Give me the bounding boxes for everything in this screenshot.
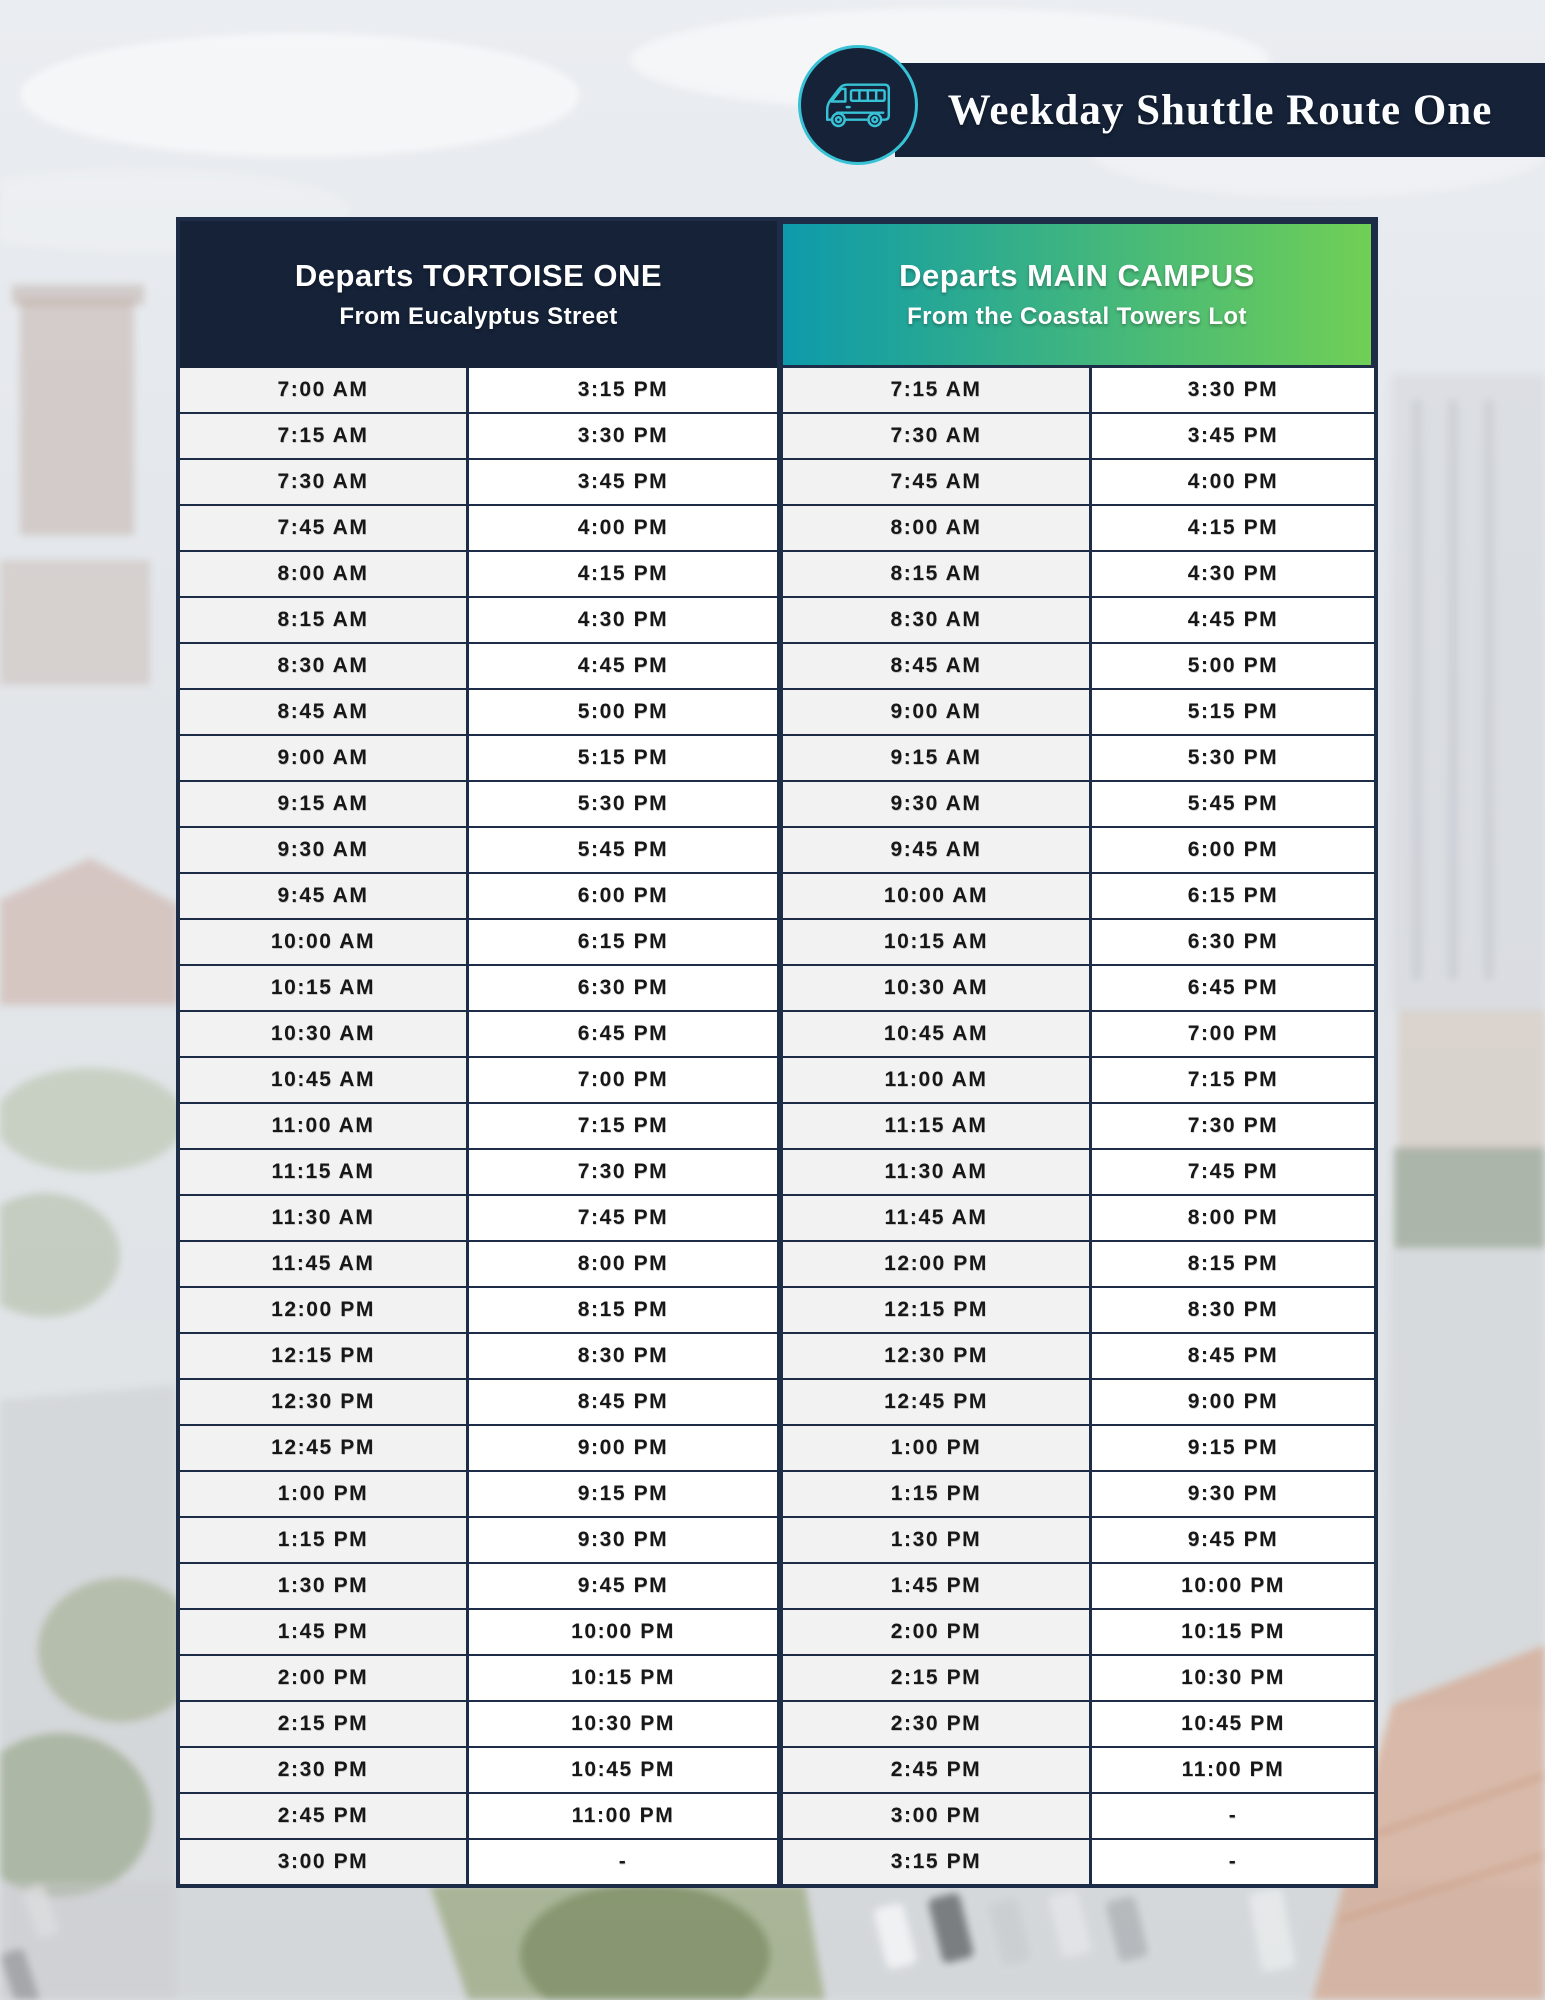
time-cell: 2:15 PM bbox=[777, 1656, 1089, 1700]
table-row bbox=[180, 1700, 1374, 1746]
time-cell: 3:45 PM bbox=[1089, 414, 1374, 458]
time-cell: 5:15 PM bbox=[1089, 690, 1374, 734]
table-row bbox=[180, 596, 1374, 642]
table-row bbox=[180, 688, 1374, 734]
time-cell: 7:15 AM bbox=[180, 414, 466, 458]
timetable-body bbox=[180, 368, 1374, 1884]
time-cell: 5:45 PM bbox=[1089, 782, 1374, 826]
time-cell: 6:45 PM bbox=[1089, 966, 1374, 1010]
time-cell: 9:45 PM bbox=[1089, 1518, 1374, 1562]
time-cell: 9:30 PM bbox=[1089, 1472, 1374, 1516]
time-cell: - bbox=[1089, 1794, 1374, 1838]
time-cell: 7:45 AM bbox=[180, 506, 466, 550]
time-cell: 4:00 PM bbox=[1089, 460, 1374, 504]
main-campus-header bbox=[777, 221, 1374, 368]
table-row bbox=[180, 872, 1374, 918]
time-cell: 8:00 PM bbox=[466, 1242, 777, 1286]
time-cell: 7:45 PM bbox=[1089, 1150, 1374, 1194]
time-cell: 1:45 PM bbox=[777, 1564, 1089, 1608]
time-cell: 9:45 AM bbox=[777, 828, 1089, 872]
time-cell: 5:00 PM bbox=[1089, 644, 1374, 688]
table-row bbox=[180, 1654, 1374, 1700]
time-cell: - bbox=[1089, 1840, 1374, 1884]
time-cell: 11:30 AM bbox=[777, 1150, 1089, 1194]
time-cell: 7:30 AM bbox=[180, 460, 466, 504]
time-cell: 8:30 PM bbox=[466, 1334, 777, 1378]
time-cell: 12:00 PM bbox=[777, 1242, 1089, 1286]
time-cell: 1:15 PM bbox=[180, 1518, 466, 1562]
time-cell: 10:45 PM bbox=[1089, 1702, 1374, 1746]
time-cell: 9:00 AM bbox=[180, 736, 466, 780]
time-cell: 11:45 AM bbox=[777, 1196, 1089, 1240]
time-cell: 10:00 PM bbox=[466, 1610, 777, 1654]
time-cell: 7:45 PM bbox=[466, 1196, 777, 1240]
table-row bbox=[180, 1332, 1374, 1378]
table-row bbox=[180, 1378, 1374, 1424]
time-cell: 12:45 PM bbox=[777, 1380, 1089, 1424]
table-row bbox=[180, 1194, 1374, 1240]
table-row bbox=[180, 1470, 1374, 1516]
time-cell: 5:30 PM bbox=[1089, 736, 1374, 780]
time-cell: 2:45 PM bbox=[180, 1794, 466, 1838]
time-cell: 6:15 PM bbox=[1089, 874, 1374, 918]
time-cell: 9:15 AM bbox=[777, 736, 1089, 780]
time-cell: 4:45 PM bbox=[1089, 598, 1374, 642]
tortoise-one-subtitle: From Eucalyptus Street bbox=[339, 303, 618, 330]
timetable-header-row bbox=[180, 221, 1374, 368]
time-cell: 3:30 PM bbox=[466, 414, 777, 458]
tortoise-one-title: Departs TORTOISE ONE bbox=[294, 258, 663, 293]
table-row bbox=[180, 412, 1374, 458]
time-cell: 10:30 PM bbox=[1089, 1656, 1374, 1700]
time-cell: 10:00 AM bbox=[180, 920, 466, 964]
time-cell: 8:00 AM bbox=[180, 552, 466, 596]
time-cell: 11:15 AM bbox=[777, 1104, 1089, 1148]
table-row bbox=[180, 1838, 1374, 1884]
time-cell: 7:15 PM bbox=[466, 1104, 777, 1148]
time-cell: 4:15 PM bbox=[1089, 506, 1374, 550]
time-cell: 12:15 PM bbox=[180, 1334, 466, 1378]
time-cell: 2:15 PM bbox=[180, 1702, 466, 1746]
time-cell: 7:30 AM bbox=[777, 414, 1089, 458]
time-cell: 10:30 AM bbox=[180, 1012, 466, 1056]
table-row bbox=[180, 1424, 1374, 1470]
table-row bbox=[180, 1562, 1374, 1608]
time-cell: 10:30 PM bbox=[466, 1702, 777, 1746]
time-cell: 10:15 AM bbox=[777, 920, 1089, 964]
time-cell: 8:15 PM bbox=[1089, 1242, 1374, 1286]
time-cell: 8:30 AM bbox=[777, 598, 1089, 642]
table-row bbox=[180, 1516, 1374, 1562]
time-cell: 3:45 PM bbox=[466, 460, 777, 504]
time-cell: 7:00 AM bbox=[180, 368, 466, 412]
time-cell: 12:15 PM bbox=[777, 1288, 1089, 1332]
time-cell: 5:45 PM bbox=[466, 828, 777, 872]
time-cell: 3:00 PM bbox=[777, 1794, 1089, 1838]
table-row bbox=[180, 918, 1374, 964]
table-row bbox=[180, 550, 1374, 596]
table-row bbox=[180, 1010, 1374, 1056]
time-cell: 11:00 PM bbox=[1089, 1748, 1374, 1792]
time-cell: 10:45 AM bbox=[777, 1012, 1089, 1056]
title-banner bbox=[895, 63, 1545, 157]
shuttle-timetable bbox=[176, 217, 1378, 1888]
time-cell: 4:30 PM bbox=[466, 598, 777, 642]
time-cell: 8:45 AM bbox=[180, 690, 466, 734]
time-cell: 4:00 PM bbox=[466, 506, 777, 550]
time-cell: 7:30 PM bbox=[1089, 1104, 1374, 1148]
table-row bbox=[180, 642, 1374, 688]
time-cell: 3:15 PM bbox=[466, 368, 777, 412]
table-row bbox=[180, 1608, 1374, 1654]
time-cell: 8:00 PM bbox=[1089, 1196, 1374, 1240]
time-cell: 1:45 PM bbox=[180, 1610, 466, 1654]
time-cell: 10:15 AM bbox=[180, 966, 466, 1010]
time-cell: 12:30 PM bbox=[180, 1380, 466, 1424]
time-cell: 9:30 AM bbox=[777, 782, 1089, 826]
time-cell: 3:15 PM bbox=[777, 1840, 1089, 1884]
time-cell: 7:15 PM bbox=[1089, 1058, 1374, 1102]
time-cell: 8:45 PM bbox=[466, 1380, 777, 1424]
time-cell: 11:45 AM bbox=[180, 1242, 466, 1286]
page-title: Weekday Shuttle Route One bbox=[947, 86, 1493, 134]
time-cell: 11:00 PM bbox=[466, 1794, 777, 1838]
time-cell: 4:30 PM bbox=[1089, 552, 1374, 596]
time-cell: 5:00 PM bbox=[466, 690, 777, 734]
time-cell: 9:00 PM bbox=[466, 1426, 777, 1470]
table-row bbox=[180, 1792, 1374, 1838]
time-cell: 9:45 AM bbox=[180, 874, 466, 918]
time-cell: 2:00 PM bbox=[180, 1656, 466, 1700]
time-cell: 8:30 AM bbox=[180, 644, 466, 688]
time-cell: 7:00 PM bbox=[466, 1058, 777, 1102]
main-campus-title: Departs MAIN CAMPUS bbox=[899, 258, 1255, 293]
time-cell: 8:30 PM bbox=[1089, 1288, 1374, 1332]
time-cell: 8:45 PM bbox=[1089, 1334, 1374, 1378]
time-cell: 10:45 PM bbox=[466, 1748, 777, 1792]
time-cell: 9:45 PM bbox=[466, 1564, 777, 1608]
time-cell: 4:45 PM bbox=[466, 644, 777, 688]
time-cell: 6:45 PM bbox=[466, 1012, 777, 1056]
time-cell: 10:45 AM bbox=[180, 1058, 466, 1102]
time-cell: 6:00 PM bbox=[1089, 828, 1374, 872]
time-cell: 9:15 PM bbox=[466, 1472, 777, 1516]
table-row bbox=[180, 826, 1374, 872]
time-cell: 1:30 PM bbox=[180, 1564, 466, 1608]
time-cell: 9:30 AM bbox=[180, 828, 466, 872]
time-cell: 11:15 AM bbox=[180, 1150, 466, 1194]
time-cell: 1:30 PM bbox=[777, 1518, 1089, 1562]
time-cell: 7:00 PM bbox=[1089, 1012, 1374, 1056]
time-cell: 1:00 PM bbox=[180, 1472, 466, 1516]
time-cell: 11:00 AM bbox=[777, 1058, 1089, 1102]
time-cell: 7:15 AM bbox=[777, 368, 1089, 412]
table-row bbox=[180, 734, 1374, 780]
time-cell: 12:45 PM bbox=[180, 1426, 466, 1470]
time-cell: 8:15 PM bbox=[466, 1288, 777, 1332]
time-cell: 11:00 AM bbox=[180, 1104, 466, 1148]
table-row bbox=[180, 1148, 1374, 1194]
time-cell: 12:30 PM bbox=[777, 1334, 1089, 1378]
table-row bbox=[180, 1056, 1374, 1102]
time-cell: 10:00 PM bbox=[1089, 1564, 1374, 1608]
time-cell: 2:30 PM bbox=[180, 1748, 466, 1792]
table-row bbox=[180, 1286, 1374, 1332]
table-row bbox=[180, 1102, 1374, 1148]
time-cell: 4:15 PM bbox=[466, 552, 777, 596]
shuttle-van-icon bbox=[798, 45, 918, 165]
time-cell: 9:00 PM bbox=[1089, 1380, 1374, 1424]
time-cell: 6:30 PM bbox=[466, 966, 777, 1010]
time-cell: 2:00 PM bbox=[777, 1610, 1089, 1654]
time-cell: 10:00 AM bbox=[777, 874, 1089, 918]
time-cell: 8:00 AM bbox=[777, 506, 1089, 550]
time-cell: 2:30 PM bbox=[777, 1702, 1089, 1746]
time-cell: 8:15 AM bbox=[777, 552, 1089, 596]
time-cell: 2:45 PM bbox=[777, 1748, 1089, 1792]
time-cell: 10:30 AM bbox=[777, 966, 1089, 1010]
table-row bbox=[180, 964, 1374, 1010]
time-cell: 9:15 AM bbox=[180, 782, 466, 826]
time-cell: 8:45 AM bbox=[777, 644, 1089, 688]
time-cell: 11:30 AM bbox=[180, 1196, 466, 1240]
time-cell: 8:15 AM bbox=[180, 598, 466, 642]
time-cell: 9:00 AM bbox=[777, 690, 1089, 734]
time-cell: 9:30 PM bbox=[466, 1518, 777, 1562]
time-cell: 6:30 PM bbox=[1089, 920, 1374, 964]
time-cell: 6:00 PM bbox=[466, 874, 777, 918]
table-row bbox=[180, 458, 1374, 504]
time-cell: 9:15 PM bbox=[1089, 1426, 1374, 1470]
time-cell: - bbox=[466, 1840, 777, 1884]
time-cell: 3:30 PM bbox=[1089, 368, 1374, 412]
table-row bbox=[180, 1746, 1374, 1792]
table-row bbox=[180, 504, 1374, 550]
time-cell: 12:00 PM bbox=[180, 1288, 466, 1332]
table-row bbox=[180, 368, 1374, 412]
time-cell: 10:15 PM bbox=[1089, 1610, 1374, 1654]
time-cell: 5:30 PM bbox=[466, 782, 777, 826]
time-cell: 7:45 AM bbox=[777, 460, 1089, 504]
time-cell: 1:15 PM bbox=[777, 1472, 1089, 1516]
time-cell: 1:00 PM bbox=[777, 1426, 1089, 1470]
time-cell: 10:15 PM bbox=[466, 1656, 777, 1700]
time-cell: 6:15 PM bbox=[466, 920, 777, 964]
tortoise-one-header bbox=[180, 221, 777, 368]
table-row bbox=[180, 1240, 1374, 1286]
time-cell: 3:00 PM bbox=[180, 1840, 466, 1884]
time-cell: 7:30 PM bbox=[466, 1150, 777, 1194]
main-campus-subtitle: From the Coastal Towers Lot bbox=[907, 303, 1247, 330]
table-row bbox=[180, 780, 1374, 826]
time-cell: 5:15 PM bbox=[466, 736, 777, 780]
